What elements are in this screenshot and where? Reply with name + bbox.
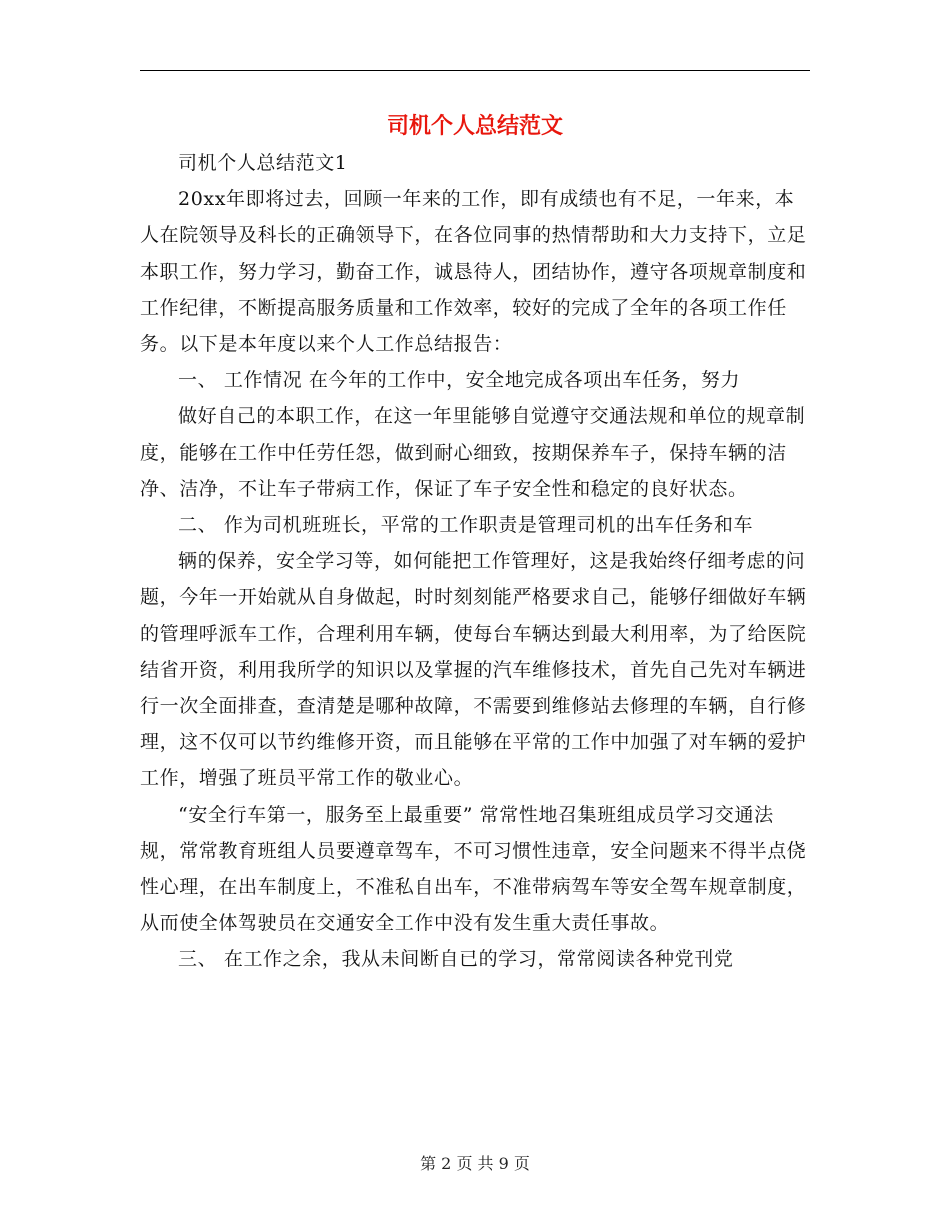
- paragraph-section-1-body: 做好自己的本职工作，在这一年里能够自觉遵守交通法规和单位的规章制度，能够在工作中任劳任怨，做到耐心细致，按期保养车子，保持车辆的洁净、洁净，不让车子带病工作，保证了车子安全性和稳定的良好状态。: [140, 405, 806, 500]
- document-body: [140, 145, 810, 978]
- paragraph-subtitle: 司机个人总结范文1: [178, 152, 348, 174]
- paragraph-section-1-heading: 一、 工作情况 在今年的工作中，安全地完成各项出车任务，努力: [178, 369, 741, 392]
- document-title: 司机个人总结范文: [386, 113, 563, 139]
- paragraph-section-2-body: 辆的保养，安全学习等，如何能把工作管理好，这是我始终仔细考虑的问题，今年一开始就从自身做起，时时刻刻能严格要求自己，能够仔细做好车辆的管理呼派车工作，合理利用车辆，使每台车辆达到最大利用率，为了给医院结省开资，利用我所学的知识以及掌握的汽车维修技术，首先自己先对车辆进行一次全面排查，查清楚是哪种故障，不需要到维修站去修理的车辆，自行修理，这不仅可以节约维修开资，而且能够在平常的工作中加强了对车辆的爱护工作，增强了班员平常工作的敬业心。: [140, 550, 807, 790]
- paragraph-safety: “安全行车第一，服务至上最重要” 常常性地召集班组成员学习交通法规，常常教育班组人员要遵章驾车，不可习惯性违章，安全问题来不得半点侥性心理，在出车制度上，不准私自出车，不准带病驾车等安全驾车规章制度，从而使全体驾驶员在交通安全工作中没有发生重大责任事故。: [140, 803, 807, 935]
- paragraph-section-2-heading: 二、 作为司机班班长，平常的工作职责是管理司机的出车任务和车: [178, 514, 754, 537]
- page-number-footer: 第 2 页 共 9 页: [420, 1154, 530, 1173]
- header-rule: [140, 70, 810, 71]
- paragraph-intro: 20xx年即将过去，回顾一年来的工作，即有成绩也有不足，一年来，本人在院领导及科长的正确领导下，在各位同事的热情帮助和大力支持下，立足本职工作，努力学习，勤奋工作，诚恳待人，团结协作，遵守各项规章制度和工作纪律，不断提高服务质量和工作效率，较好的完成了全年的各项工作任务。以下是本年度以来个人工作总结报告：: [140, 188, 807, 356]
- paragraph-section-3-heading: 三、 在工作之余，我从未间断自已的学习，常常阅读各种党刊党: [178, 948, 734, 971]
